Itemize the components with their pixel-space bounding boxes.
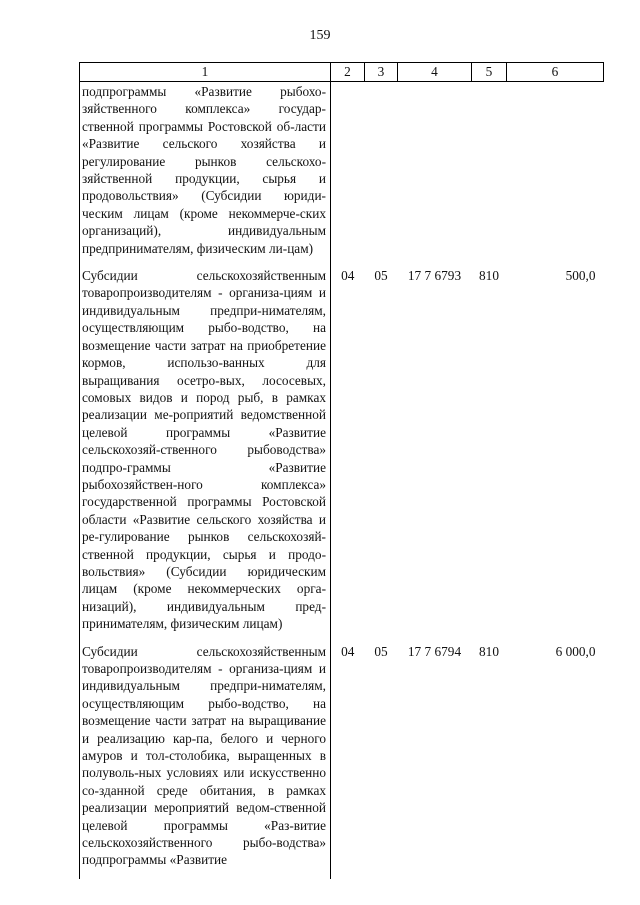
row-description: Субсидии сельскохозяйственным товаропроизводителям - организа-циям и индивидуальным предпри-нимателям, осуществляющим рыбо-водство, на возмещение части затрат на приобретение кормов, использо-ванных для выращивания осетро-вых, лососевых, сомовых видов и пород рыб, в рамках реализации ме-роприятий ведомственной целевой программы «Развитие сельскохозяй-ственного рыбоводства» подпро-граммы «Развитие рыбохозяйствен-ного комплекса» государственной программы Ростовской области «Развитие сельского хозяйства и ре-гулирование рынков сельскохозяй-ственной продукции, сырья и продо-вольствия» (Субсидии юридическим лицам (кроме некоммерческих орга-низаций), индивидуальным пред-принимателям, физическим лицам) <box>80 267 331 643</box>
column-header-4: 4 <box>398 63 472 82</box>
column-header-5: 5 <box>472 63 507 82</box>
row-target-article: 17 7 6794 <box>407 643 462 659</box>
header-row <box>80 63 604 82</box>
column-header-2: 2 <box>331 63 365 82</box>
row-expense-type: 810 <box>479 268 499 284</box>
row-subsection-code: 05 <box>374 643 388 659</box>
row-target-article: 17 7 6793 <box>407 268 462 284</box>
row-expense-type: 810 <box>479 643 499 659</box>
row-target-article <box>398 82 472 268</box>
row-amount <box>507 82 604 268</box>
column-header-6: 6 <box>507 63 604 82</box>
column-header-1: 1 <box>80 63 331 82</box>
budget-table <box>79 62 604 879</box>
row-description: Субсидии сельскохозяйственным товаропроизводителям - организа-циям и индивидуальным предпри-нимателям, осуществляющим рыбо-водство, на возмещение части затрат на выращивание и реализацию кар-па, белого и черного амуров и тол-столобика, выращенных в полуволь-ных условиях или искусственно со-зданной среде обитания, в рамках реализации мероприятий ведом-ственной целевой программы «Раз-витие сельскохозяйственного рыбо-водства» подпрограммы «Развитие <box>80 643 331 879</box>
row-amount: 6 000,0 <box>555 643 596 659</box>
table-row <box>80 267 604 643</box>
row-amount: 500,0 <box>565 268 596 284</box>
column-header-3: 3 <box>365 63 398 82</box>
row-section-code <box>331 82 365 268</box>
row-section-code: 04 <box>341 268 355 284</box>
table-row <box>80 643 604 879</box>
table-row <box>80 82 604 268</box>
row-subsection-code: 05 <box>374 268 388 284</box>
row-subsection-code <box>365 82 398 268</box>
row-section-code: 04 <box>341 643 355 659</box>
page-number: 159 <box>309 28 331 43</box>
row-expense-type <box>472 82 507 268</box>
row-description: подпрограммы «Развитие рыбохо-зяйственного комплекса» государ-ственной программы Ростовской об-ласти «Развитие сельского хозяйства и регулирование рынков сельскохо-зяйственной продукции, сырья и продовольствия» (Субсидии юриди-ческим лицам (кроме некоммерче-ских организаций), индивидуальным предпринимателям, физическим ли-цам) <box>80 82 331 268</box>
